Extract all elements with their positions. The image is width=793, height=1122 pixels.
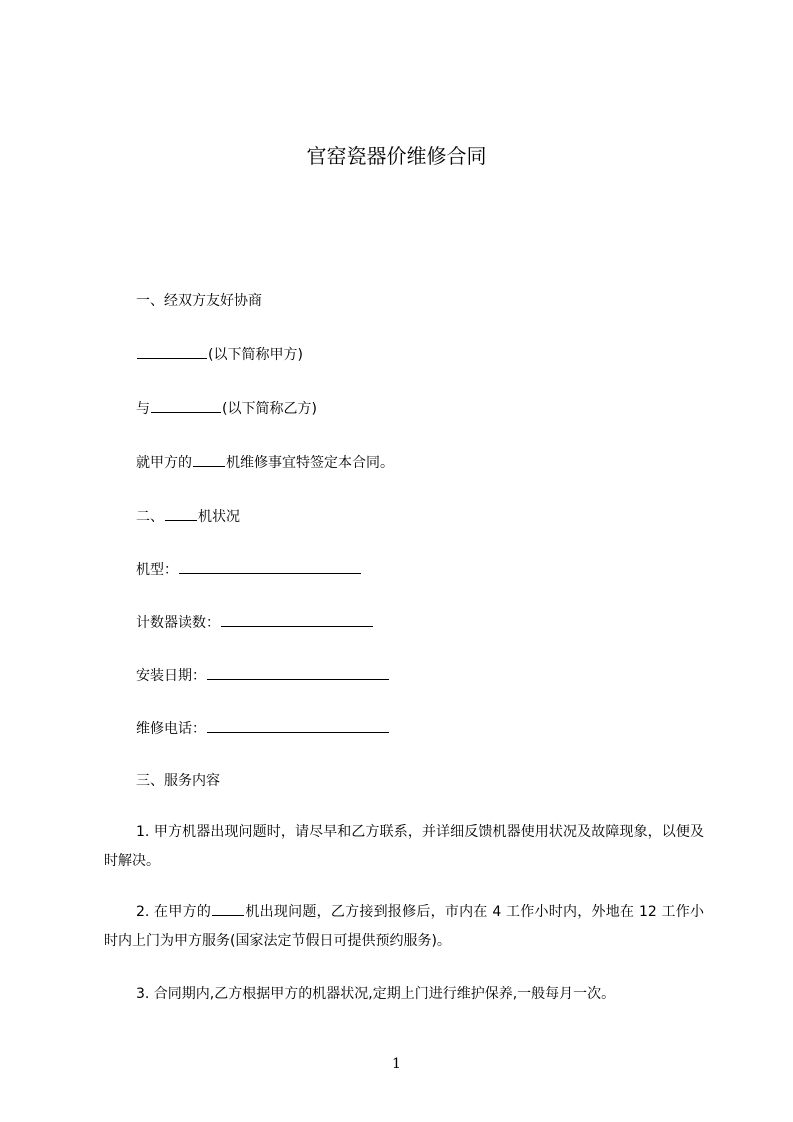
- machine-blank[interactable]: [193, 452, 225, 467]
- counter-line: [136, 612, 374, 633]
- party-b-suffix: (以下简称乙方): [222, 401, 317, 417]
- service-item-3: 3. 合同期内,乙方根据甲方的机器状况,定期上门进行维护保养,一般每月一次。: [136, 986, 616, 1002]
- phone-blank[interactable]: [207, 718, 389, 733]
- model-blank[interactable]: [179, 559, 361, 574]
- service-item-2-suffix: 机出现问题，乙方接到报修后，市内在 4 工作小时内，外地在 12 工作小时内上门为甲方服务(国家法定节假日可提供预约服务)。: [104, 904, 704, 949]
- purpose-suffix: 机维修事宜特签定本合同。: [226, 455, 394, 471]
- service-item-1: 1. 甲方机器出现问题时，请尽早和乙方联系，并详细反馈机器使用状况及故障现象，以便及时解决。: [104, 824, 704, 869]
- counter-label: 计数器读数：: [136, 615, 220, 631]
- service-item-2-blank[interactable]: [212, 901, 244, 916]
- section-1-heading: 一、经双方友好协商: [136, 293, 262, 309]
- party-a-line: [136, 344, 303, 365]
- install-date-line: [136, 665, 390, 686]
- model-label: 机型：: [136, 562, 178, 578]
- section-2-prefix: 二、: [136, 509, 164, 525]
- party-a-blank[interactable]: [137, 344, 207, 359]
- counter-blank[interactable]: [221, 612, 373, 627]
- document-title: 官窑瓷器价维修合同: [306, 144, 487, 168]
- service-item-2-prefix: 2. 在甲方的: [136, 904, 212, 920]
- service-item-2: [104, 898, 704, 956]
- phone-label: 维修电话：: [136, 721, 206, 737]
- install-date-blank[interactable]: [207, 665, 389, 680]
- party-b-line: [136, 398, 317, 419]
- section-2-heading: [136, 506, 240, 527]
- purpose-line: [136, 452, 394, 473]
- install-date-label: 安装日期：: [136, 668, 206, 684]
- party-a-suffix: (以下简称甲方): [208, 347, 303, 363]
- page-number: 1: [392, 1056, 401, 1072]
- phone-line: [136, 718, 390, 739]
- section-2-blank[interactable]: [165, 506, 197, 521]
- party-b-blank[interactable]: [151, 398, 221, 413]
- purpose-prefix: 就甲方的: [136, 455, 192, 471]
- party-b-prefix: 与: [136, 401, 150, 417]
- section-3-heading: 三、服务内容: [136, 773, 220, 789]
- section-2-suffix: 机状况: [198, 509, 240, 525]
- model-line: [136, 559, 362, 580]
